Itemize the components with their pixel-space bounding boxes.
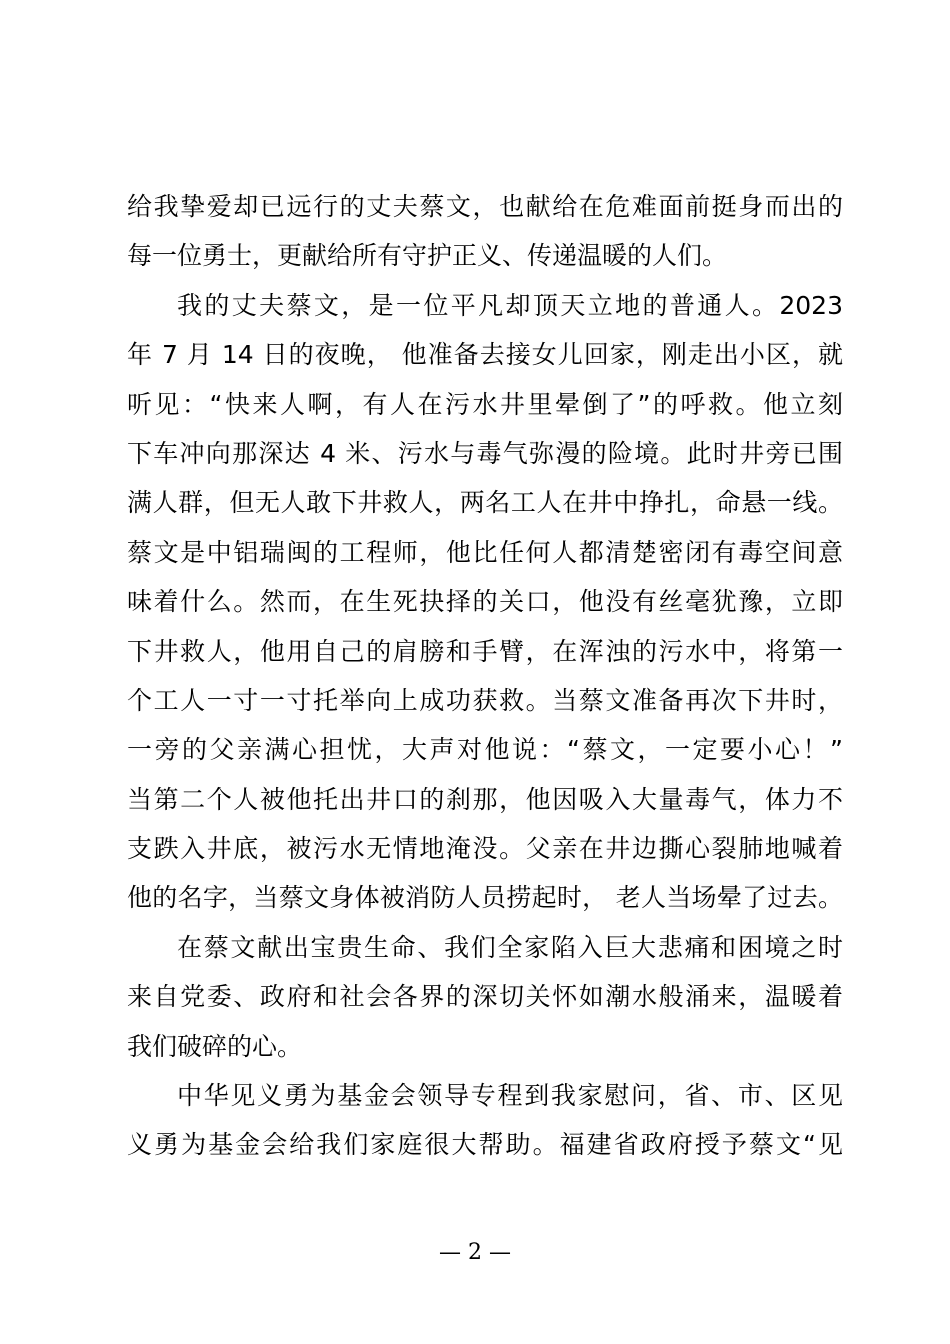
paragraph-first-line: 中华见义勇为基金会领导专程到我家慰问，省、市、区见: [177, 1081, 843, 1111]
text-line: 一旁的父亲满心担忧，大声对他说：“蔡文，一定要小心！”: [127, 735, 843, 765]
text-line: 每一位勇士，更献给所有守护正义、传递温暖的人们。: [127, 241, 728, 271]
text-line: 满人群，但无人敢下井救人，两名工人在井中挣扎，命悬一线。: [127, 488, 843, 518]
text-line: 当第二个人被他托出井口的刹那，他因吸入大量毒气，体力不: [127, 784, 843, 814]
text-line: 年 7 月 14 日的夜晚， 他准备去接女儿回家，刚走出小区，就: [127, 340, 843, 370]
text-line: 来自党委、政府和社会各界的深切关怀如潮水般涌来，温暖着: [127, 982, 843, 1012]
page-number: — 2 —: [439, 1240, 511, 1265]
text-line: 下车冲向那深达 4 米、污水与毒气弥漫的险境。此时井旁已围: [127, 438, 843, 468]
text-line: 蔡文是中铝瑞闽的工程师，他比任何人都清楚密闭有毒空间意: [127, 537, 843, 567]
text-line: 他的名字，当蔡文身体被消防人员捞起时， 老人当场晕了过去。: [127, 883, 843, 913]
text-line: 支跌入井底，被污水无情地淹没。父亲在井边撕心裂肺地喊着: [127, 834, 843, 864]
text-line: 听见：“快来人啊，有人在污水井里晕倒了”的呼救。他立刻: [127, 389, 843, 419]
text-line: 我们破碎的心。: [127, 1031, 303, 1061]
paragraph-first-line: 在蔡文献出宝贵生命、我们全家陷入巨大悲痛和困境之时: [177, 932, 843, 962]
text-line: 给我挚爱却已远行的丈夫蔡文，也献给在危难面前挺身而出的: [127, 192, 843, 221]
text-line: 下井救人，他用自己的肩膀和手臂，在浑浊的污水中，将第一: [127, 636, 843, 666]
text-line: 味着什么。然而，在生死抉择的关口，他没有丝毫犹豫，立即: [127, 587, 843, 617]
text-line: 义勇为基金会给我们家庭很大帮助。福建省政府授予蔡文“见: [127, 1130, 843, 1160]
paragraph-first-line: 我的丈夫蔡文，是一位平凡却顶天立地的普通人。2023: [177, 290, 843, 320]
text-line: 个工人一寸一寸托举向上成功获救。当蔡文准备再次下井时，: [127, 685, 843, 715]
body-text: [127, 182, 843, 1170]
